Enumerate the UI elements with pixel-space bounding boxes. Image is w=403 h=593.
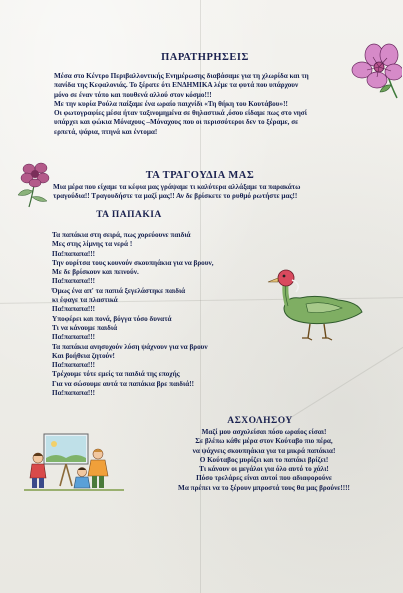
paragraph-line: υπάρχει και φώκια Μόναχους –Μόναχους που οι περισσότεροι δεν το ξέραμε, σε (54, 118, 299, 127)
lyric-line: Πα!παπαπα!!! (52, 389, 96, 398)
lyric-line: Πα!παπαπα!!! (52, 333, 96, 342)
paragraph-line: πανίδα της Κεφαλονιάς. Το ξέρατε ότι ΕΝΔΗΜΙΚΑ λέμε τα φυτά που υπάρχουν (54, 81, 299, 90)
paper-crease (273, 332, 403, 428)
paragraph-line: Μια μέρα που είχαμε τα κέφια μας γράψαμε τι καλύτερα αλλάξαμε τα παρακάτω (53, 183, 301, 191)
paragraph-line: Οι φωτογραφίες μέσα ήταν ταξινομημένα σε θηλαστικά ,όσου είδαμε πως στο νησί (54, 109, 307, 118)
duck-icon (266, 262, 366, 342)
flower-sketch-icon (15, 159, 57, 209)
lyric-line: Τι κάνουν οι μεγάλοι για όλο αυτό το χάλι! (199, 465, 329, 474)
lyric-line: Πα!παπαπα!!! (52, 277, 96, 286)
lyric-line: Με δε βρίσκουν και πεινούν. (52, 268, 139, 277)
paragraph-line: μόνο σε έναν τόπο και πουθενά αλλού στον κόσμο!!! (54, 90, 212, 99)
paragraph-line: Με την κυρία Ρούλα παίξαμε ένα ωραίο παιχνίδι «Τη θήκη του Κουτάβου»!! (54, 99, 288, 108)
lyric-line: να ψάχνεις σκουπηάκια για τα μικρά παπάκια! (192, 446, 336, 455)
songs-intro-paragraph (53, 183, 348, 202)
song-deal-with-it-lyrics (153, 428, 375, 493)
lyric-line: Και βοήθεια ζητούν! (52, 351, 115, 360)
pink-flower-icon (347, 40, 402, 100)
paragraph-line: Μέσα στο Κέντρο Περιβαλλοντικής Ενημέρωσης διαβάσαμε για τη χλωρίδα και τη (54, 72, 309, 80)
children-playing-icon (24, 428, 124, 494)
lyric-line: Πα!παπαπα!!! (52, 361, 96, 370)
lyric-line: Τα παπάκια στη σειρά, πως χορεύουνε παιδιά (52, 231, 191, 239)
lyric-line: Την ουρίτσα τους κουνούν σκουπηάκια για να βρουν, (52, 258, 214, 267)
lyric-line: Για να σώσουμε αυτά τα παπάκια βρε παιδιά!! (52, 379, 195, 388)
song-title-ducklings: ΤΑ ΠΑΠΑΚΙΑ (96, 210, 162, 220)
lyric-line: Πα!παπαπα!!! (52, 305, 96, 314)
lyric-line: Όμως ένα απ' τα παπιά ξεγελάστηκε παιδιά (52, 286, 186, 295)
song-title-deal-with-it: ΑΣΧΟΛΗΣΟΥ (227, 416, 293, 426)
song-ducklings-lyrics (52, 231, 272, 398)
lyric-line: Σε βλέπω κάθε μέρα στον Κούταβο πιο πέρα, (195, 437, 333, 446)
lyric-line: Ο Κούταβος μυρίζει και το παπάκι βρίζει! (199, 455, 329, 464)
lyric-line: Μα πρέπει να το ξέρουν μπροστά τους θα μας βρούνε!!!! (178, 483, 350, 492)
paragraph-line: ερπετά, ψάρια, πτηνά και έντομα! (54, 127, 158, 136)
lyric-line: κι έφαγε τα πλαστικά (52, 296, 118, 305)
lyric-line: Τι να κάνουμε παιδιά (52, 323, 118, 332)
observations-paragraph (54, 72, 359, 137)
section-title-our-songs: ΤΑ ΤΡΑΓΟΥΔΙΑ ΜΑΣ (145, 170, 255, 181)
lyric-line: Πόσο τρελάρες είναι αυτοί που αδιαφορούνε (196, 474, 332, 483)
lyric-line: Τα παπάκια ανησυχούν λύση ψάχνουν για να βρουν (52, 342, 208, 351)
paragraph-line: τραγούδια!! Τραγουδήστε τα μαζί μας!! Αν δε βρίσκετε το ρυθμό ρωτήστε μας!! (53, 192, 298, 201)
lyric-line: Πα!παπαπα!!! (52, 249, 96, 258)
lyric-line: Μαζί μου ασχολείσαι πόσο ωραίος είσαι! (201, 428, 327, 436)
section-title-observations: ΠΑΡΑΤΗΡΗΣΕΙΣ (161, 52, 249, 63)
lyric-line: Τρέχουμε τότε εμείς τα παιδιά της εποχής (52, 370, 180, 379)
lyric-line: Υποφέρει και πονά, βόγγα τόσο δυνατά (52, 314, 172, 323)
lyric-line: Μες στης λίμνης τα νερά ! (52, 240, 133, 249)
